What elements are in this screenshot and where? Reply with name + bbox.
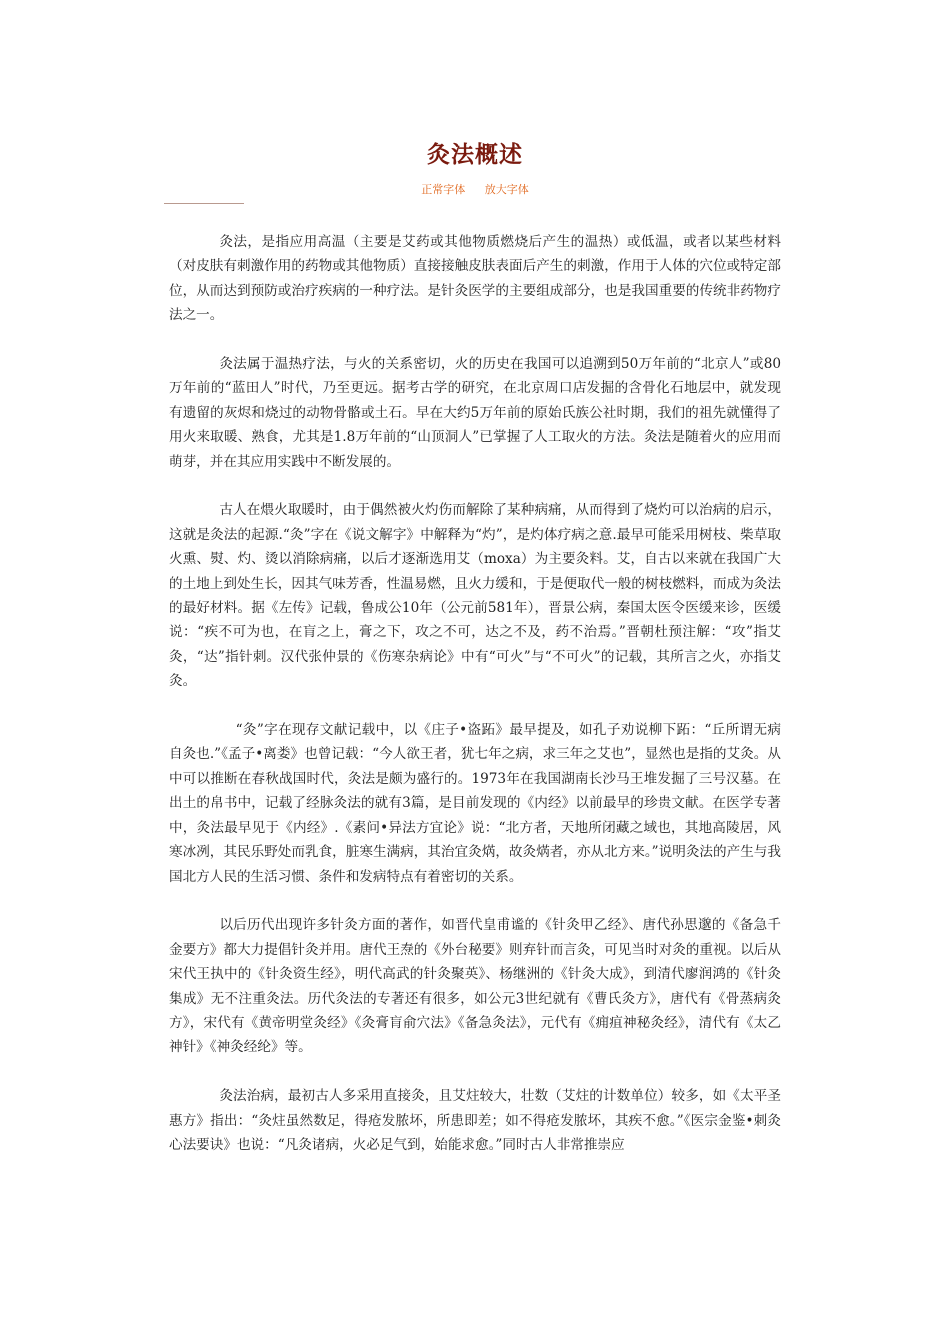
paragraph: 灸法，是指应用高温（主要是艾药或其他物质燃烧后产生的温热）或低温，或者以某些材料（对皮肤有刺激作用的药物或其他物质）直接接触皮肤表面后产生的刺激，作用于人体的穴位或特定部位，从而达到预防或治疗疾病的一种疗法。是针灸医学的主要组成部分，也是我国重要的传统非药物疗法之一。 bbox=[169, 234, 781, 324]
page-title: 灸法概述 bbox=[427, 141, 523, 168]
font-size-switcher bbox=[0, 181, 950, 197]
large-font-link[interactable]: 放大字体 bbox=[484, 183, 529, 196]
article-body bbox=[169, 230, 781, 1182]
title-divider bbox=[164, 203, 244, 204]
normal-font-link[interactable]: 正常字体 bbox=[421, 183, 466, 196]
paragraph: 灸法属于温热疗法，与火的关系密切，火的历史在我国可以追溯到50万年前的“北京人”或80万年前的“蓝田人”时代，乃至更远。据考古学的研究，在北京周口店发掘的含骨化石地层中，就发现有遗留的灰烬和烧过的动物骨骼或土石。早在大约5万年前的原始氏族公社时期，我们的祖先就懂得了用火来取暖、熟食，尤其是1.8万年前的“山顶洞人”已掌握了人工取火的方法。灸法是随着火的应用而萌芽，并在其应用实践中不断发展的。 bbox=[169, 356, 781, 470]
paragraph: “灸”字在现存文献记载中，以《庄子•盗跖》最早提及，如孔子劝说柳下跖：“丘所谓无病自灸也.”《孟子•离娄》也曾记载：“今人欲王者，犹七年之病，求三年之艾也”，显然也是指的艾灸。从中可以推断在春秋战国时代，灸法是颇为盛行的。1973年在我国湖南长沙马王堆发掘了三号汉墓。在出土的帛书中，记载了经脉灸法的就有3篇，是目前发现的《内经》以前最早的珍贵文献。在医学专著中，灸法最早见于《内经》.《素问•异法方宜论》说：“北方者，天地所闭藏之域也，其地高陵居，风寒冰冽，其民乐野处而乳食，脏寒生满病，其治宜灸焫，故灸焫者，亦从北方来。”说明灸法的产生与我国北方人民的生活习惯、条件和发病特点有着密切的关系。 bbox=[169, 722, 781, 885]
paragraph: 灸法治病，最初古人多采用直接灸，且艾炷较大，壮数（艾炷的计数单位）较多，如《太平圣惠方》指出：“灸炷虽然数足，得疮发脓坏，所患即差；如不得疮发脓坏，其疾不愈。”《医宗金鉴•刺灸心法要诀》也说：“凡灸诸病，火必足气到，始能求愈。”同时古人非常推崇应 bbox=[169, 1088, 781, 1153]
paragraph: 以后历代出现许多针灸方面的著作，如晋代皇甫谧的《针灸甲乙经》、唐代孙思邈的《备急千金要方》都大力提倡针灸并用。唐代王焘的《外台秘要》则弃针而言灸，可见当时对灸的重视。以后从宋代王执中的《针灸资生经》，明代高武的针灸聚英》、杨继洲的《针灸大成》，到清代廖润鸿的《针灸集成》无不注重灸法。历代灸法的专著还有很多，如公元3世纪就有《曹氏灸方》，唐代有《骨蒸病灸方》，宋代有《黄帝明堂灸经》《灸膏肓俞穴法》《备急灸法》，元代有《痈疽神秘灸经》，清代有《太乙神针》《神灸经纶》等。 bbox=[169, 917, 781, 1056]
paragraph: 古人在煨火取暖时，由于偶然被火灼伤而解除了某种病痛，从而得到了烧灼可以治病的启示，这就是灸法的起源.“灸”字在《说文解字》中解释为“灼”，是灼体疗病之意.最早可能采用树枝、柴草取火熏、熨、灼、烫以消除病痛，以后才逐渐选用艾（moxa）为主要灸料。艾，自古以来就在我国广大的土地上到处生长，因其气味芳香，性温易燃，且火力缓和，于是便取代一般的树枝燃料，而成为灸法的最好材料。据《左传》记载，鲁成公10年（公元前581年），晋景公病，秦国太医令医缓来诊，医缓说：“疾不可为也，在肓之上，膏之下，攻之不可，达之不及，药不治焉。”晋朝杜预注解：“攻”指艾灸，“达”指针刺。汉代张仲景的《伤寒杂病论》中有“可火”与“不可火”的记载，其所言之火，亦指艾灸。 bbox=[169, 502, 781, 690]
